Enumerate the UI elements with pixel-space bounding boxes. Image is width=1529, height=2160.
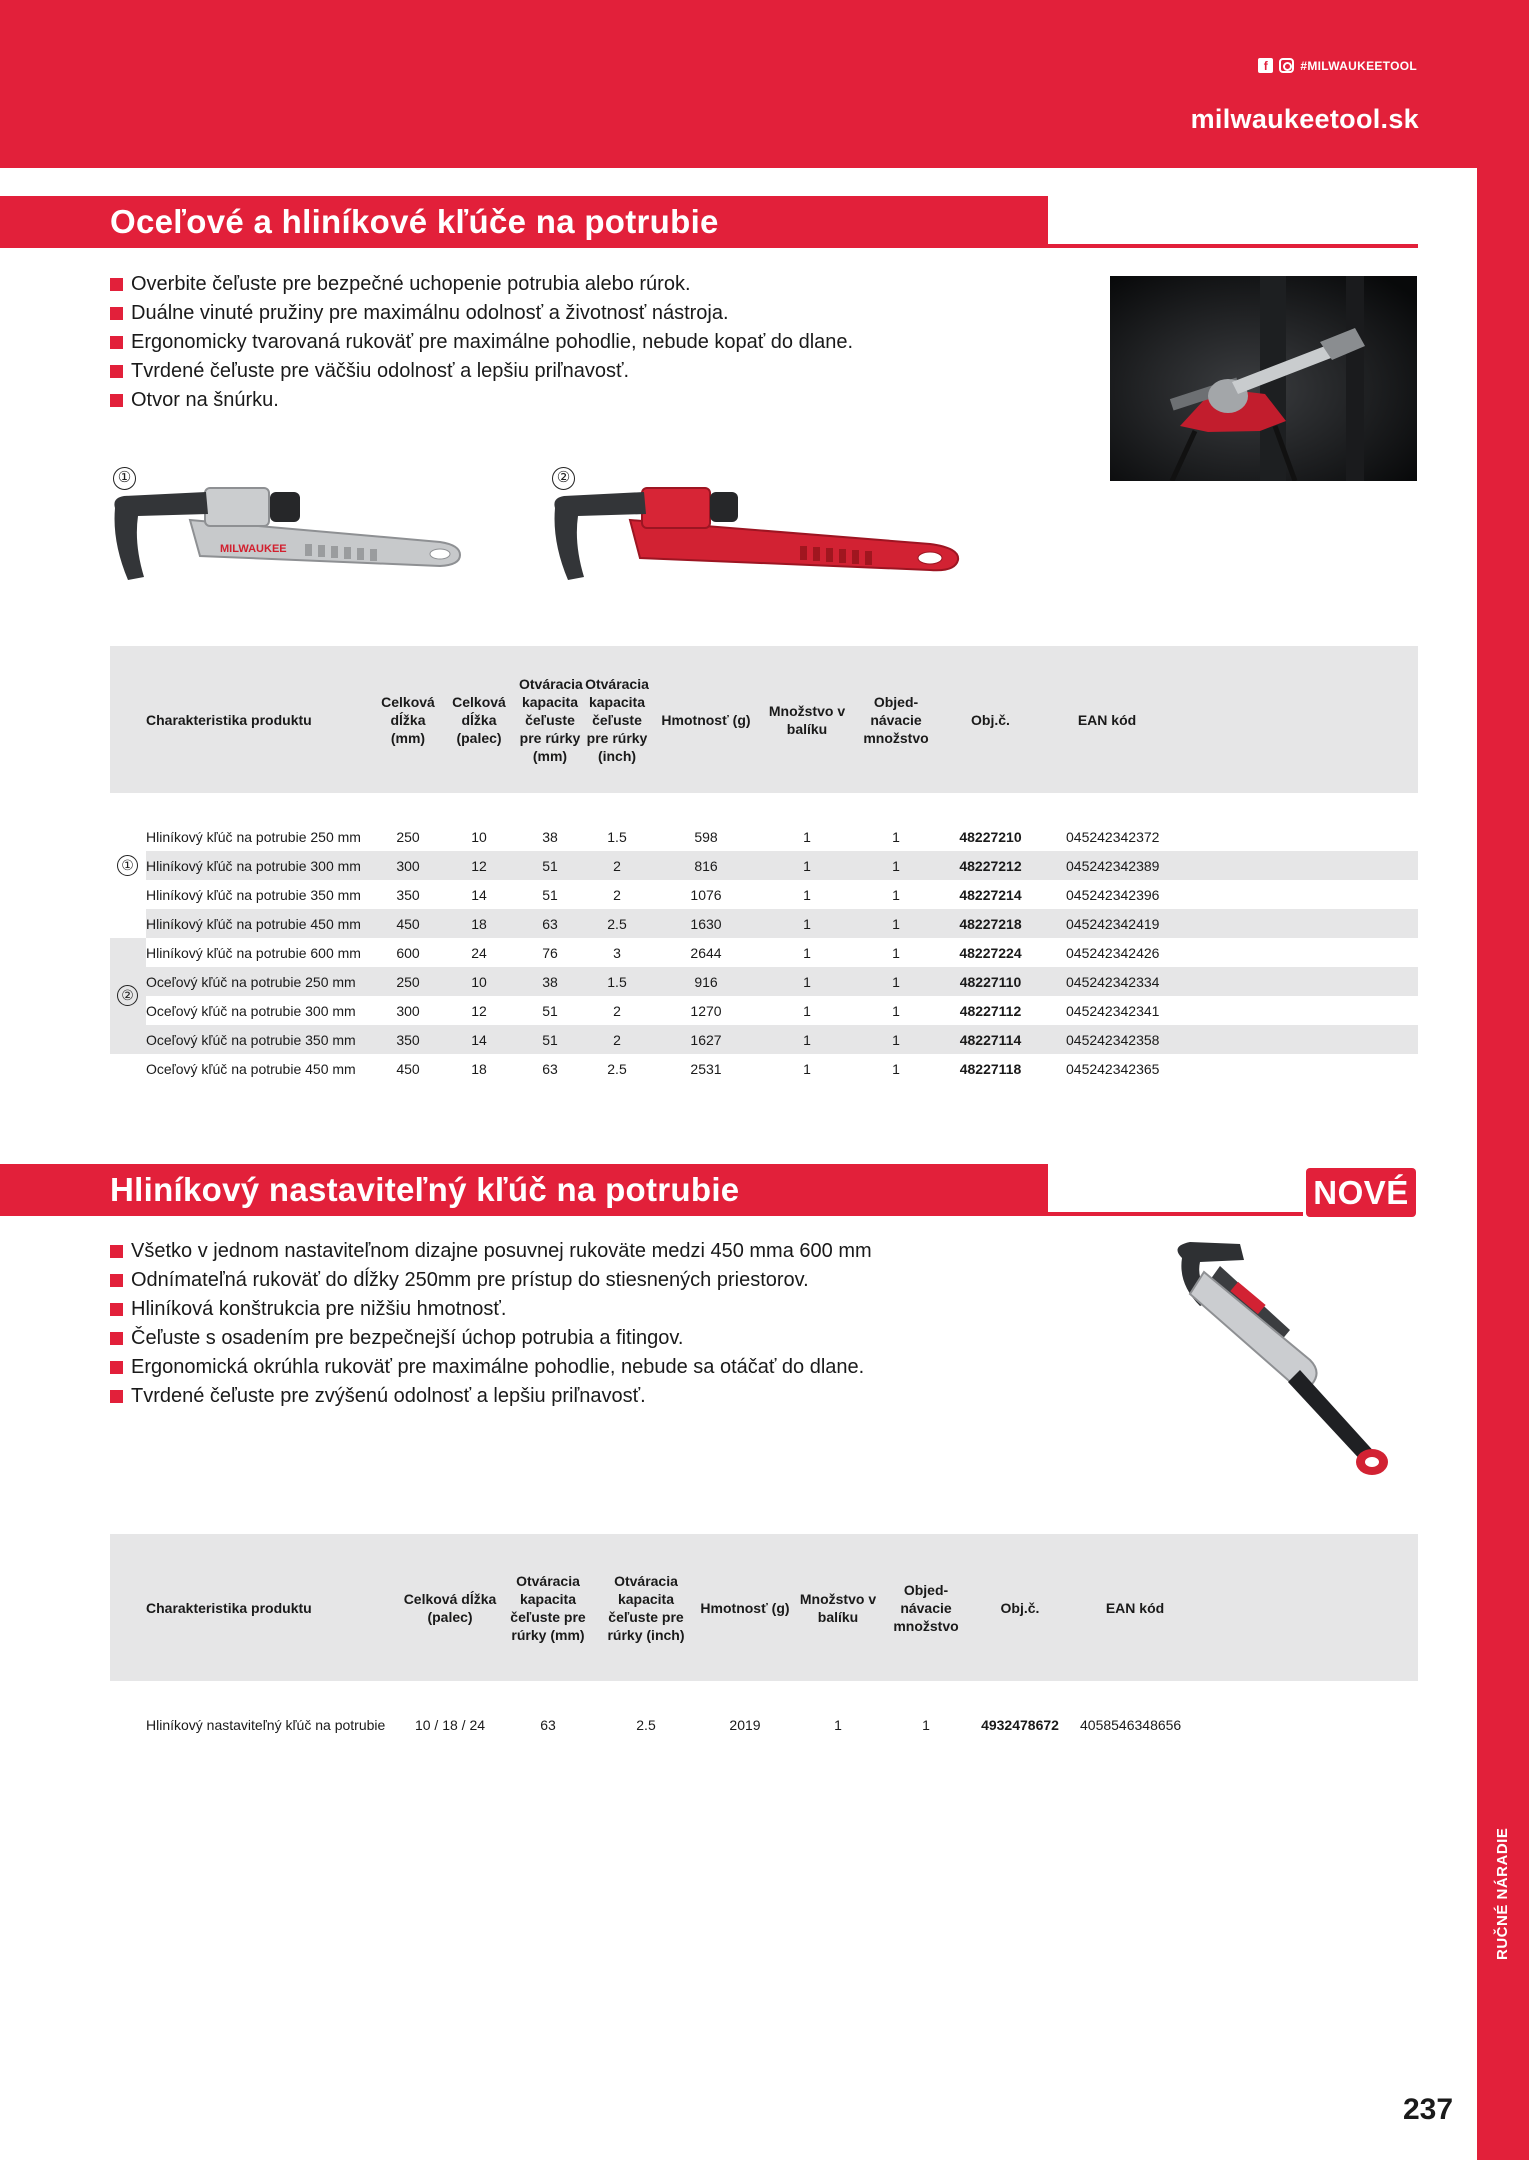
chapter-label: RUČNÉ NÁRADIE	[1494, 1827, 1511, 1960]
list-item: Tvrdené čeľuste pre zvýšenú odolnosť a lepšiu priľnavosť.	[110, 1382, 872, 1411]
table-row	[110, 1025, 1418, 1054]
cell: 12	[441, 851, 517, 880]
section1-bullets	[110, 270, 853, 415]
col-header: Otváracia kapacita čeľuste pre rúrky (inch)	[596, 1534, 696, 1681]
product-table-1	[110, 646, 1418, 1083]
list-item: Otvor na šnúrku.	[110, 386, 853, 415]
table-row	[110, 967, 1418, 996]
col-header: Hmotnosť (g)	[651, 646, 761, 793]
cell-order-number: 48227112	[959, 1002, 1022, 1019]
cell: 300	[396, 1002, 420, 1019]
cell-product: Oceľový kľúč na potrubie 450 mm	[146, 1060, 356, 1077]
cell: 1	[853, 851, 939, 880]
col-header: Celková dĺžka (mm)	[375, 646, 441, 793]
cell: 51	[517, 1025, 583, 1054]
cell: 1	[761, 1025, 853, 1054]
cell-order-number: 48227110	[939, 967, 1042, 996]
cell-ean: 045242342334	[1042, 967, 1172, 996]
new-badge: NOVÉ	[1306, 1168, 1416, 1217]
header-spacer	[1172, 646, 1418, 793]
cell: 10	[441, 967, 517, 996]
row-group-marker-1: ①	[117, 855, 138, 876]
cell: 600	[396, 944, 420, 961]
cell: 63	[517, 909, 583, 938]
col-header: Charakteristika produktu	[110, 646, 375, 793]
col-header: EAN kód	[1042, 646, 1172, 793]
cell: 2	[583, 1025, 651, 1054]
cell: 1	[761, 967, 853, 996]
cell: 1	[803, 944, 811, 961]
cell-product: Hliníkový kľúč na potrubie 450 mm	[110, 909, 375, 938]
cell: 2.5	[636, 1716, 656, 1733]
col-header: Celková dĺžka (palec)	[441, 646, 517, 793]
cell: 1076	[690, 886, 722, 903]
cell-order-number: 48227212	[939, 851, 1042, 880]
social-bar	[1258, 58, 1417, 73]
cell: 1	[892, 1002, 900, 1019]
cell-product: Hliníkový kľúč na potrubie 600 mm	[146, 944, 361, 961]
col-header: Otváracia kapacita čeľuste pre rúrky (mm)	[517, 646, 583, 793]
cell: 250	[375, 967, 441, 996]
cell: 51	[517, 851, 583, 880]
list-item: Tvrdené čeľuste pre väčšiu odolnosť a lepšiu priľnavosť.	[110, 357, 853, 386]
cell: 1	[892, 1060, 900, 1077]
cell: 14	[471, 886, 487, 903]
table-row	[110, 1710, 1418, 1739]
cell: 38	[517, 967, 583, 996]
cell: 450	[375, 909, 441, 938]
table-row	[110, 851, 1418, 880]
col-header: Obj.č.	[970, 1534, 1070, 1681]
cell: 1	[834, 1716, 842, 1733]
cell: 1	[853, 967, 939, 996]
list-item: Odnímateľná rukoväť do dĺžky 250mm pre prístup do stiesnených priestorov.	[110, 1266, 872, 1295]
cell: 1	[922, 1716, 930, 1733]
section1-title: Oceľové a hliníkové kľúče na potrubie	[0, 196, 1048, 248]
cell: 18	[471, 1060, 487, 1077]
cell-ean: 045242342426	[1066, 944, 1160, 961]
list-item: Čeľuste s osadením pre bezpečnejší úchop potrubia a fitingov.	[110, 1324, 872, 1353]
cell-order-number: 48227118	[959, 1060, 1022, 1077]
page-number: 237	[1403, 2093, 1454, 2126]
cell: 51	[542, 886, 558, 903]
section1-title-rule	[1048, 244, 1418, 248]
cell: 10	[471, 828, 487, 845]
cell-order-number: 48227114	[939, 1025, 1042, 1054]
cell: 2	[583, 851, 651, 880]
cell: 2.5	[607, 1060, 627, 1077]
site-url[interactable]: milwaukeetool.sk	[1190, 104, 1419, 134]
cell-product: Hliníkový kľúč na potrubie 300 mm	[110, 851, 375, 880]
cell: 1.5	[607, 828, 627, 845]
hashtag: #MILWAUKEETOOL	[1300, 58, 1417, 73]
cell: 24	[471, 944, 487, 961]
cell: 450	[396, 1060, 420, 1077]
cell: 10 / 18 / 24	[414, 1716, 486, 1733]
cell: 598	[694, 828, 718, 845]
cell: 1630	[651, 909, 761, 938]
cell: 1	[892, 828, 900, 845]
product-marker-1: ①	[113, 467, 136, 490]
list-item: Hliníková konštrukcia pre nižšiu hmotnosť.	[110, 1295, 872, 1324]
cell: 1	[803, 828, 811, 845]
cell-product: Hliníkový nastaviteľný kľúč na potrubie	[146, 1716, 386, 1733]
col-header: Otváracia kapacita čeľuste pre rúrky (mm)	[500, 1534, 596, 1681]
cell-product: Hliníkový kľúč na potrubie 250 mm	[146, 828, 361, 845]
list-item: Ergonomicky tvarovaná rukoväť pre maximálne pohodlie, nebude kopať do dlane.	[110, 328, 853, 357]
col-header: Hmotnosť (g)	[696, 1534, 794, 1681]
table-row	[110, 822, 1418, 851]
cell-product: Oceľový kľúč na potrubie 350 mm	[110, 1025, 375, 1054]
cell: 2531	[690, 1060, 722, 1077]
cell-ean: 045242342389	[1042, 851, 1172, 880]
cell: 1	[853, 1025, 939, 1054]
cell: 3	[613, 944, 621, 961]
col-header: Množstvo v balíku	[761, 646, 853, 793]
cell-order-number: 48227210	[959, 828, 1022, 845]
col-header: EAN kód	[1070, 1534, 1200, 1681]
header-band	[0, 0, 1529, 168]
cell: 63	[540, 1716, 556, 1733]
table-header	[110, 646, 1418, 793]
col-header: Charakteristika produktu	[110, 1534, 400, 1681]
cell: 1	[761, 851, 853, 880]
cell-product: Hliníkový kľúč na potrubie 350 mm	[146, 886, 361, 903]
aluminum-wrench-image	[110, 480, 520, 590]
cell-order-number: 48227214	[959, 886, 1022, 903]
table-header	[110, 1534, 1418, 1681]
cell: 2644	[690, 944, 722, 961]
product-photo	[1110, 276, 1417, 481]
cell-order-number: 4932478672	[981, 1716, 1059, 1733]
table-row	[110, 1054, 1418, 1083]
cell: 1	[761, 909, 853, 938]
table-row	[110, 880, 1418, 909]
cell-product: Oceľový kľúč na potrubie 250 mm	[110, 967, 375, 996]
cell: 2019	[729, 1716, 761, 1733]
cell-product: Oceľový kľúč na potrubie 300 mm	[146, 1002, 356, 1019]
steel-wrench-image	[550, 480, 970, 590]
cell: 63	[542, 1060, 558, 1077]
cell: 2	[613, 886, 621, 903]
cell: 250	[396, 828, 420, 845]
adjustable-wrench-image	[1160, 1240, 1400, 1490]
cell-order-number: 48227218	[939, 909, 1042, 938]
cell: 2	[613, 1002, 621, 1019]
cell: 51	[542, 1002, 558, 1019]
cell: 816	[651, 851, 761, 880]
col-header: Obj.č.	[939, 646, 1042, 793]
cell: 1	[803, 1060, 811, 1077]
header-spacer	[1200, 1534, 1418, 1681]
cell-ean: 045242342372	[1066, 828, 1160, 845]
section2-title-rule	[1048, 1212, 1303, 1216]
list-item: Duálne vinuté pružiny pre maximálnu odolnosť a životnosť nástroja.	[110, 299, 853, 328]
col-header: Množstvo v balíku	[794, 1534, 882, 1681]
cell: 1270	[690, 1002, 722, 1019]
col-header: Objed-návacie množstvo	[853, 646, 939, 793]
cell-ean: 045242342341	[1066, 1002, 1160, 1019]
cell: 300	[375, 851, 441, 880]
cell: 1627	[651, 1025, 761, 1054]
cell: 350	[375, 1025, 441, 1054]
cell: 1.5	[583, 967, 651, 996]
section2-bullets	[110, 1237, 872, 1411]
cell: 1	[803, 1002, 811, 1019]
cell-order-number: 48227224	[959, 944, 1022, 961]
cell: 2.5	[583, 909, 651, 938]
col-header: Otváracia kapacita čeľuste pre rúrky (inch)	[583, 646, 651, 793]
table-row	[110, 938, 1418, 967]
wrench-brand-label: MILWAUKEE	[220, 543, 287, 555]
product-table-2	[110, 1534, 1418, 1739]
cell: 38	[542, 828, 558, 845]
cell: 350	[396, 886, 420, 903]
product-marker-2: ②	[552, 467, 575, 490]
cell: 76	[542, 944, 558, 961]
cell-ean: 045242342419	[1042, 909, 1172, 938]
cell-ean: 4058546348656	[1080, 1716, 1182, 1733]
cell-ean: 045242342358	[1042, 1025, 1172, 1054]
cell: 1	[803, 886, 811, 903]
row-group-marker-2: ②	[117, 985, 138, 1006]
instagram-icon[interactable]	[1279, 58, 1294, 73]
cell: 18	[441, 909, 517, 938]
cell: 1	[892, 886, 900, 903]
facebook-icon[interactable]: f	[1258, 58, 1273, 73]
cell-ean: 045242342365	[1066, 1060, 1160, 1077]
cell: 1	[853, 909, 939, 938]
col-header: Celková dĺžka (palec)	[400, 1534, 500, 1681]
table-row	[110, 996, 1418, 1025]
cell: 12	[471, 1002, 487, 1019]
table-row	[110, 909, 1418, 938]
list-item: Ergonomická okrúhla rukoväť pre maximálne pohodlie, nebude sa otáčať do dlane.	[110, 1353, 872, 1382]
list-item: Overbite čeľuste pre bezpečné uchopenie potrubia alebo rúrok.	[110, 270, 853, 299]
cell: 14	[441, 1025, 517, 1054]
cell: 916	[651, 967, 761, 996]
cell-ean: 045242342396	[1066, 886, 1160, 903]
list-item: Všetko v jednom nastaviteľnom dizajne posuvnej rukoväte medzi 450 mma 600 mm	[110, 1237, 872, 1266]
col-header: Objed-návacie množstvo	[882, 1534, 970, 1681]
cell: 1	[892, 944, 900, 961]
section2-title: Hliníkový nastaviteľný kľúč na potrubie	[0, 1164, 1048, 1216]
